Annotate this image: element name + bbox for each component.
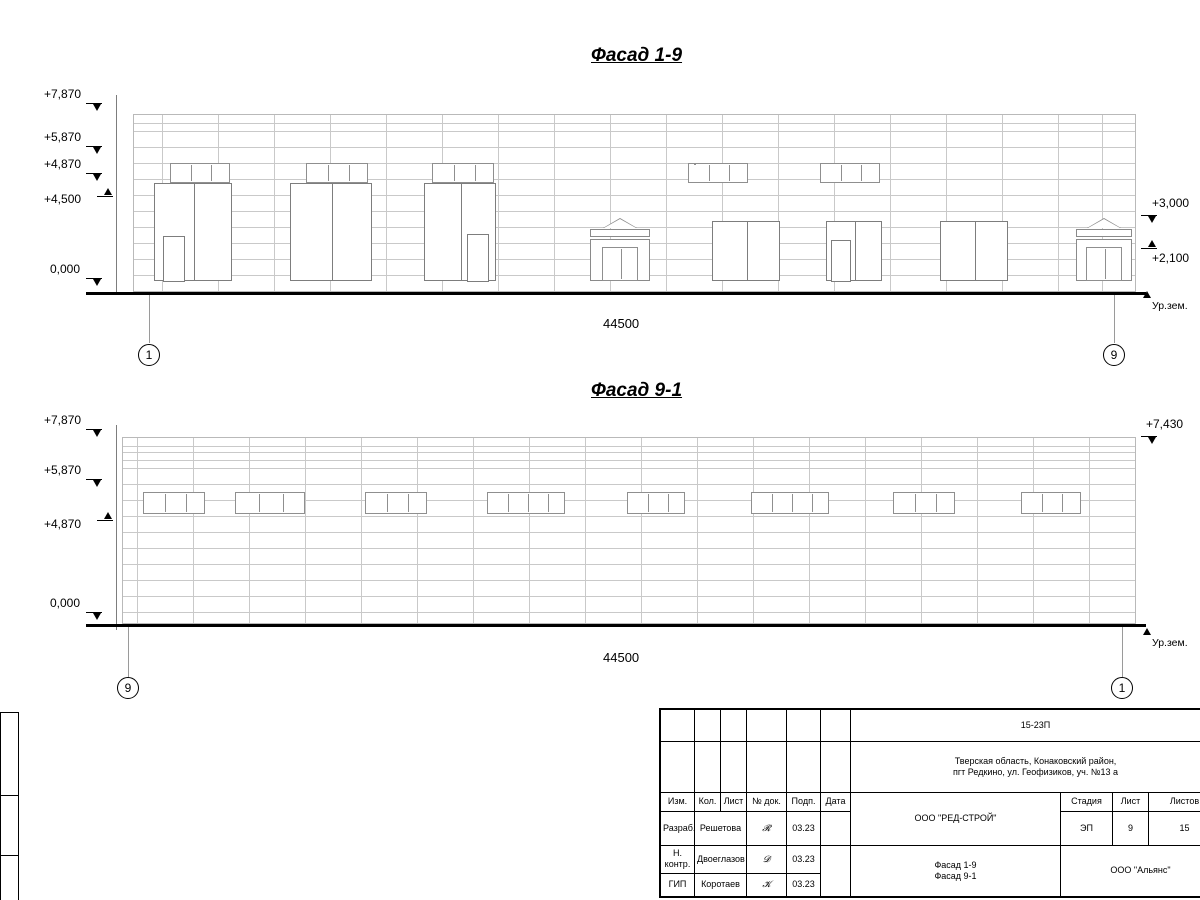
- stamp-blank: [695, 710, 721, 742]
- level-marker-icon: [93, 480, 101, 487]
- stamp-col-list: Лист: [721, 792, 747, 811]
- designer-name: ООО "Альянс": [1061, 845, 1200, 896]
- sheets-header: Листов: [1149, 792, 1200, 811]
- date-controller: 03.23: [787, 845, 821, 873]
- window: [820, 163, 880, 183]
- level-marker-icon: [104, 188, 112, 195]
- level-reference-line: [116, 425, 117, 630]
- entrance-glazing: [154, 183, 232, 281]
- sheet-header: Лист: [1113, 792, 1149, 811]
- level-label-0000-f2: 0,000: [50, 596, 81, 610]
- leader-line: [86, 103, 102, 104]
- stage-value: ЭП: [1061, 811, 1113, 845]
- address-line-2: пгт Редкино, ул. Геофизиков, уч. №13 а: [953, 766, 1118, 777]
- entrance-portal: [590, 227, 650, 281]
- window: [143, 492, 205, 514]
- stamp-blank: [661, 710, 695, 742]
- sheet-border: [0, 795, 18, 796]
- level-label-2100-f1: +2,100: [1152, 251, 1190, 265]
- title-block: [659, 708, 1200, 898]
- axis-bubble-right-f2: 1: [1111, 677, 1133, 699]
- stamp-col-izm: Изм.: [661, 792, 695, 811]
- level-marker-icon: [93, 147, 101, 154]
- window: [627, 492, 685, 514]
- window: [432, 163, 494, 183]
- stamp-blank: [747, 710, 787, 742]
- level-marker-icon: [93, 279, 101, 286]
- date-developer: 03.23: [787, 811, 821, 845]
- leader-line: [1141, 248, 1157, 249]
- ground-label-f1: Ур.зем.: [1152, 300, 1188, 312]
- overall-dimension-f1: 44500: [603, 316, 640, 331]
- stage-header: Стадия: [1061, 792, 1113, 811]
- address-line-1: Тверская область, Конаковский район,: [954, 755, 1117, 766]
- stamp-blank: [787, 710, 821, 742]
- leader-line: [86, 173, 102, 174]
- stamp-blank: [661, 741, 695, 792]
- stamp-blank: [721, 710, 747, 742]
- facade-9-1-elevation: [122, 437, 1136, 624]
- level-label-7870-f1: +7,870: [44, 87, 82, 101]
- entrance-portal: [1076, 227, 1132, 281]
- overall-dimension-f2: 44500: [603, 650, 640, 665]
- level-label-3000-f1: +3,000: [1152, 196, 1190, 210]
- stamp-blank: [821, 741, 851, 792]
- level-label-0000-f1: 0,000: [50, 262, 81, 276]
- level-marker-icon: [93, 430, 101, 437]
- axis-extension-line: [128, 627, 129, 677]
- level-label-4870-f2: +4,870: [44, 517, 82, 531]
- facade-9-1-title: Фасад 9-1: [591, 380, 683, 401]
- leader-line: [86, 146, 102, 147]
- leader-line: [1141, 215, 1157, 216]
- leader-line: [97, 520, 113, 521]
- level-label-7430-f2: +7,430: [1146, 417, 1184, 431]
- stamp-col-kol: Кол.: [695, 792, 721, 811]
- stamp-blank: [821, 710, 851, 742]
- role-controller: Н. контр.: [661, 845, 695, 873]
- axis-extension-line: [1114, 295, 1115, 343]
- sheets-value: 15: [1149, 811, 1200, 845]
- sheet-border: [0, 712, 1, 900]
- window: [365, 492, 427, 514]
- stamp-blank: [721, 741, 747, 792]
- sheet-title: [851, 845, 1061, 896]
- level-reference-line: [116, 95, 117, 295]
- role-developer: Разраб.: [661, 811, 695, 845]
- leader-line: [1141, 436, 1157, 437]
- level-marker-icon: [93, 104, 101, 111]
- entrance-glazing: [826, 221, 882, 281]
- signature-controller: 𝓓: [747, 845, 787, 873]
- axis-bubble-left-f2: 9: [117, 677, 139, 699]
- window: [602, 247, 638, 281]
- facade-1-9-title: Фасад 1-9: [591, 45, 683, 66]
- client-name: ООО "РЕД-СТРОЙ": [851, 792, 1061, 845]
- level-label-7870-f2: +7,870: [44, 413, 82, 427]
- window: [235, 492, 305, 514]
- window: [1086, 247, 1122, 281]
- stamp-col-doc: № док.: [747, 792, 787, 811]
- name-gip: Коротаев: [695, 873, 747, 896]
- project-address: [851, 741, 1200, 792]
- leader-line: [86, 429, 102, 430]
- stamp-blank: [821, 811, 851, 845]
- window: [751, 492, 829, 514]
- level-label-4870-f1: +4,870: [44, 157, 82, 171]
- window: [694, 163, 696, 165]
- project-code: 15-23П: [851, 710, 1200, 742]
- stamp-blank: [695, 741, 721, 792]
- stamp-col-data: Дата: [821, 792, 851, 811]
- signature-gip: 𝓚: [747, 873, 787, 896]
- date-gip: 03.23: [787, 873, 821, 896]
- window: [688, 163, 748, 183]
- leader-line: [86, 612, 102, 613]
- sheet-border: [18, 712, 19, 900]
- level-label-5870-f2: +5,870: [44, 463, 82, 477]
- leader-line: [86, 479, 102, 480]
- sheet-title-line-2: Фасад 9-1: [934, 870, 977, 881]
- ground-line-f2: [86, 624, 1146, 627]
- level-marker-icon: [1148, 437, 1156, 444]
- stamp-blank: [787, 741, 821, 792]
- window: [893, 492, 955, 514]
- axis-extension-line: [1122, 627, 1123, 677]
- sheet-title-line-1: Фасад 1-9: [934, 859, 977, 870]
- level-marker-icon: [104, 512, 112, 519]
- stamp-col-podp: Подп.: [787, 792, 821, 811]
- entrance-glazing: [290, 183, 372, 281]
- ground-label-f2: Ур.зем.: [1152, 637, 1188, 649]
- sheet-border: [0, 855, 18, 856]
- ground-line-f1: [86, 292, 1146, 295]
- facade-1-9-elevation: [133, 114, 1136, 292]
- window: [487, 492, 565, 514]
- sheet-border: [0, 712, 18, 713]
- ground-marker-icon: [1143, 628, 1151, 635]
- axis-bubble-right-f1: 9: [1103, 344, 1125, 366]
- role-gip: ГИП: [661, 873, 695, 896]
- window: [1021, 492, 1081, 514]
- level-marker-icon: [93, 613, 101, 620]
- level-marker-icon: [1148, 240, 1156, 247]
- name-controller: Двоеглазов: [695, 845, 747, 873]
- level-marker-icon: [93, 174, 101, 181]
- entrance-glazing: [940, 221, 1008, 281]
- window: [170, 163, 230, 183]
- level-marker-icon: [1148, 216, 1156, 223]
- stamp-blank: [747, 741, 787, 792]
- name-developer: Решетова: [695, 811, 747, 845]
- axis-extension-line: [149, 295, 150, 343]
- entrance-glazing: [712, 221, 780, 281]
- level-label-5870-f1: +5,870: [44, 130, 82, 144]
- leader-line: [86, 278, 102, 279]
- sheet-value: 9: [1113, 811, 1149, 845]
- entrance-glazing: [424, 183, 496, 281]
- signature-developer: 𝓡: [747, 811, 787, 845]
- window: [306, 163, 368, 183]
- axis-bubble-left-f1: 1: [138, 344, 160, 366]
- leader-line: [97, 196, 113, 197]
- level-label-4500-f1: +4,500: [44, 192, 82, 206]
- stamp-blank: [821, 845, 851, 896]
